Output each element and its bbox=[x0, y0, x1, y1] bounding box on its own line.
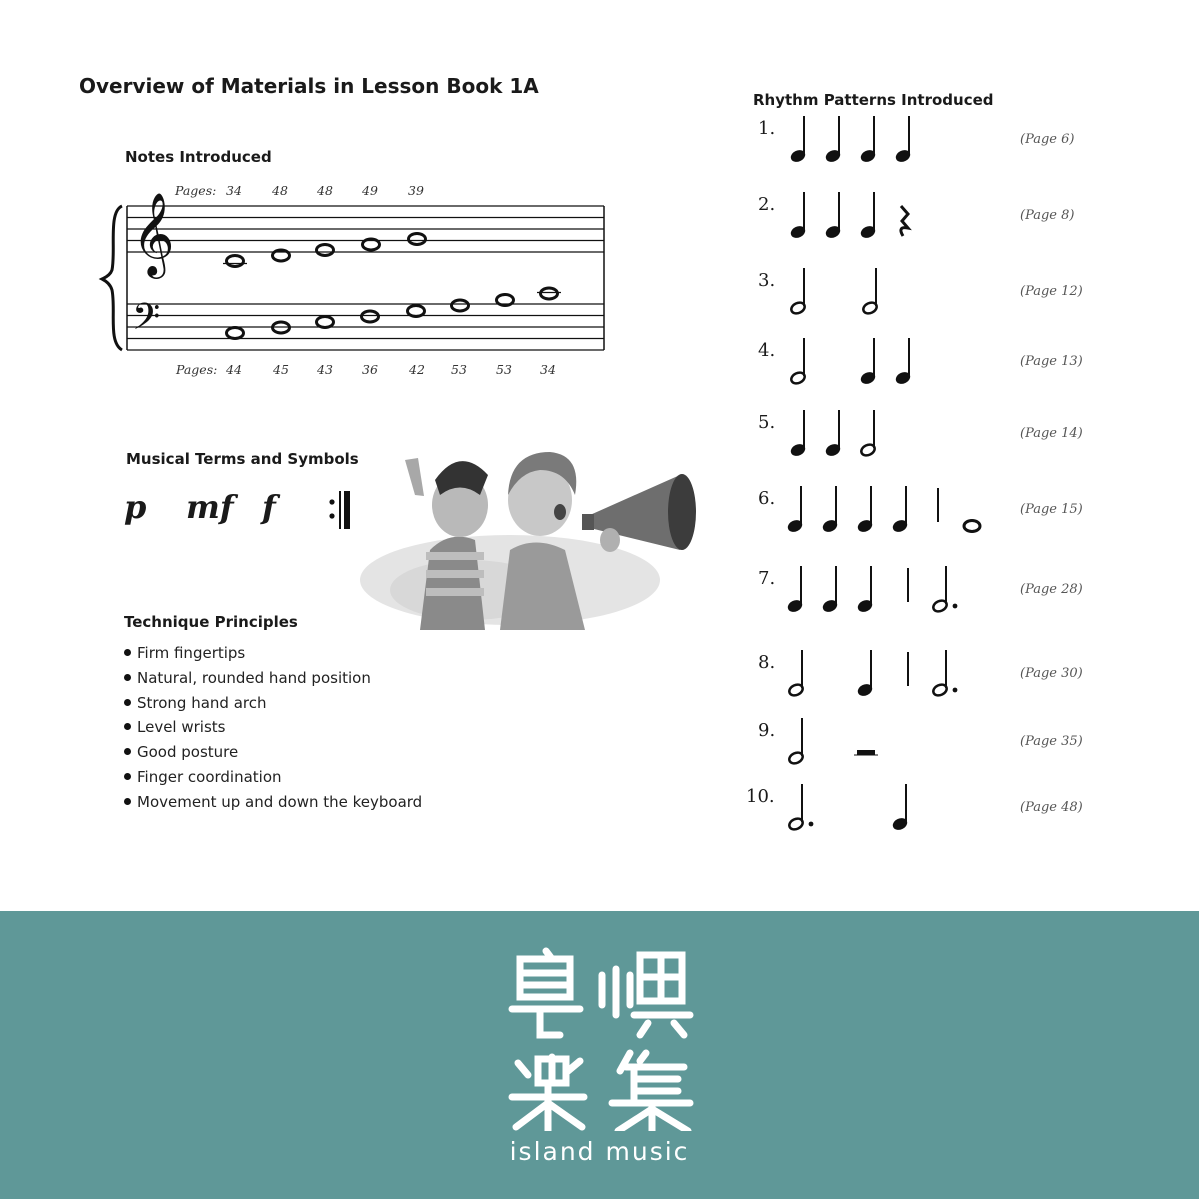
rhythm-page: (Page 30) bbox=[1020, 666, 1083, 681]
rhythm-page: (Page 12) bbox=[1020, 284, 1083, 299]
list-item: Good posture bbox=[124, 741, 422, 766]
rhythm-pattern-row bbox=[790, 268, 879, 315]
rhythm-number: 7. bbox=[758, 568, 776, 589]
rhythm-pattern-row bbox=[787, 566, 958, 613]
rhythm-number: 4. bbox=[758, 340, 776, 361]
technique-heading: Technique Principles bbox=[124, 613, 298, 631]
rhythm-pattern-row bbox=[788, 718, 878, 765]
bass-page: 43 bbox=[317, 362, 333, 377]
list-item: Natural, rounded hand position bbox=[124, 667, 422, 692]
dynamic-piano: p bbox=[124, 488, 147, 526]
rhythm-number: 2. bbox=[758, 194, 776, 215]
rhythm-pattern-row bbox=[787, 486, 980, 533]
rhythm-page: (Page 48) bbox=[1020, 800, 1083, 815]
rhythm-page: (Page 28) bbox=[1020, 582, 1083, 597]
list-item: Level wrists bbox=[124, 716, 422, 741]
bass-page: 36 bbox=[362, 362, 378, 377]
rhythm-number: 10. bbox=[746, 786, 775, 807]
bass-page: 42 bbox=[409, 362, 425, 377]
list-item: Strong hand arch bbox=[124, 692, 422, 717]
rhythm-number: 8. bbox=[758, 652, 776, 673]
half-rest-icon bbox=[857, 750, 875, 755]
rhythm-pattern-row bbox=[790, 338, 912, 385]
whole-note bbox=[964, 521, 980, 532]
bass-page: 53 bbox=[496, 362, 512, 377]
quarter-rest-icon bbox=[901, 206, 908, 236]
list-item: Firm fingertips bbox=[124, 642, 422, 667]
logo-text: island music bbox=[509, 1137, 690, 1166]
rhythm-pattern-row bbox=[790, 192, 908, 239]
page-title: Overview of Materials in Lesson Book 1A bbox=[79, 74, 539, 98]
rhythm-page: (Page 8) bbox=[1020, 208, 1075, 223]
dynamic-forte: f bbox=[262, 488, 276, 526]
rhythm-pattern-row bbox=[790, 410, 877, 457]
terms-heading: Musical Terms and Symbols bbox=[126, 450, 359, 468]
bass-page: 45 bbox=[273, 362, 289, 377]
treble-page: 39 bbox=[408, 183, 424, 198]
pages-label-bottom: Pages: bbox=[176, 362, 218, 377]
rhythm-page: (Page 35) bbox=[1020, 734, 1083, 749]
rhythm-number: 9. bbox=[758, 720, 776, 741]
rhythm-number: 3. bbox=[758, 270, 776, 291]
bass-page: 53 bbox=[451, 362, 467, 377]
rhythm-pattern-row bbox=[790, 116, 912, 163]
treble-page: 49 bbox=[362, 183, 378, 198]
rhythm-number: 6. bbox=[758, 488, 776, 509]
rhythm-page: (Page 15) bbox=[1020, 502, 1083, 517]
rhythm-number: 1. bbox=[758, 118, 776, 139]
note-dot bbox=[953, 604, 958, 609]
rhythm-page: (Page 6) bbox=[1020, 132, 1075, 147]
notes-heading: Notes Introduced bbox=[125, 148, 272, 166]
list-item: Movement up and down the keyboard bbox=[124, 791, 422, 816]
rhythm-pattern-row bbox=[788, 784, 909, 831]
bass-page: 44 bbox=[226, 362, 242, 377]
treble-page: 34 bbox=[226, 183, 242, 198]
treble-page: 48 bbox=[317, 183, 333, 198]
footer-banner bbox=[0, 911, 1199, 1199]
bass-page: 34 bbox=[540, 362, 556, 377]
pages-label-top: Pages: bbox=[175, 183, 217, 198]
rhythm-page: (Page 14) bbox=[1020, 426, 1083, 441]
note-dot bbox=[953, 688, 958, 693]
rhythm-number: 5. bbox=[758, 412, 776, 433]
rhythm-page: (Page 13) bbox=[1020, 354, 1083, 369]
rhythm-heading: Rhythm Patterns Introduced bbox=[753, 91, 994, 109]
dynamic-mezzo-forte: mf bbox=[186, 488, 234, 526]
island-music-logo-icon bbox=[0, 911, 1199, 1131]
treble-clef-icon: 𝄞 bbox=[132, 191, 175, 275]
rhythm-pattern-row bbox=[788, 650, 958, 697]
treble-page: 48 bbox=[272, 183, 288, 198]
bass-clef-icon: 𝄢 bbox=[132, 296, 161, 347]
list-item: Finger coordination bbox=[124, 766, 422, 791]
note-dot bbox=[809, 822, 814, 827]
